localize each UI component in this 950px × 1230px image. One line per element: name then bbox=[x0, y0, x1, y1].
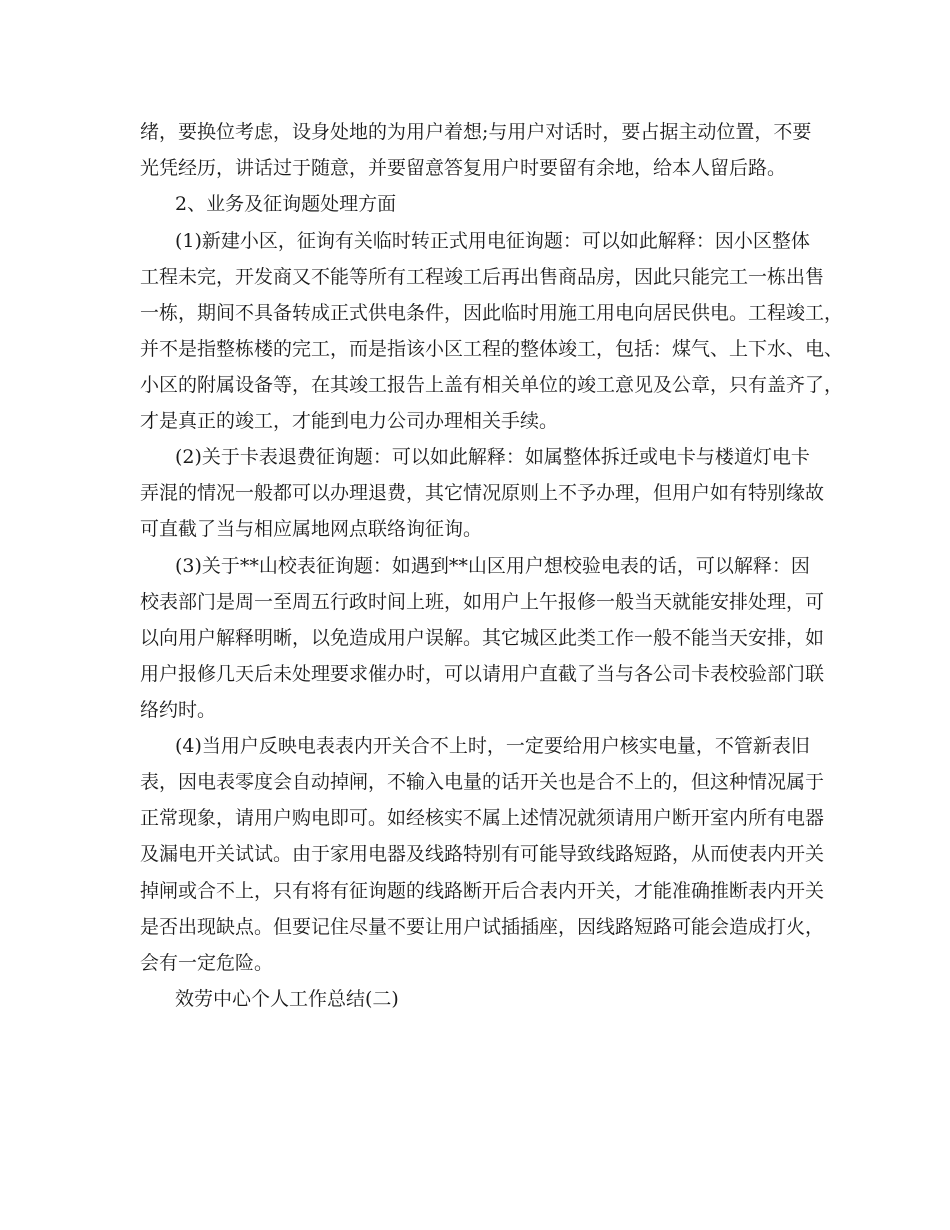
paragraph-line: 可直截了当与相应属地网点联络询征询。 bbox=[140, 518, 483, 540]
paragraph-line: 用户报修几天后未处理要求催办时，可以请用户直截了当与各公司卡表校验部门联 bbox=[140, 663, 825, 685]
paragraph-line: 正常现象，请用户购电即可。如经核实不属上述情况就须请用户断开室内所有电器 bbox=[140, 807, 825, 829]
paragraph-line: 弄混的情况一般都可以办理退费，其它情况原则上不予办理，但用户如有特别缘故 bbox=[140, 482, 825, 504]
paragraph-line: 才是真正的竣工，才能到电力公司办理相关手续。 bbox=[140, 410, 559, 432]
paragraph-line: 是否出现缺点。但要记住尽量不要让用户试插插座，因线路短路可能会造成打火， bbox=[140, 916, 825, 938]
paragraph-line: (4)当用户反映电表表内开关合不上时，一定要给用户核实电量，不管新表旧 bbox=[175, 735, 810, 757]
paragraph-line: 工程未完，开发商又不能等所有工程竣工后再出售商品房，因此只能完工一栋出售 bbox=[140, 266, 825, 288]
paragraph-line: 会有一定危险。 bbox=[140, 952, 274, 974]
paragraph-line: 校表部门是周一至周五行政时间上班，如用户上午报修一般当天就能安排处理，可 bbox=[140, 591, 825, 613]
paragraph-line: 绪，要换位考虑，设身处地的为用户着想;与用户对话时，要占据主动位置，不要 bbox=[140, 121, 812, 143]
paragraph-line: 光凭经历，讲话过于随意，并要留意答复用户时要留有余地，给本人留后路。 bbox=[140, 157, 787, 179]
paragraph-line: 以向用户解释明晰，以免造成用户误解。其它城区此类工作一般不能当天安排，如 bbox=[140, 627, 825, 649]
paragraph-line: 并不是指整栋楼的完工，而是指该小区工程的整体竣工，包括：煤气、上下水、电、 bbox=[140, 338, 844, 360]
paragraph-line: 掉闸或合不上，只有将有征询题的线路断开后合表内开关，才能准确推断表内开关 bbox=[140, 880, 825, 902]
paragraph-line: (1)新建小区，征询有关临时转正式用电征询题：可以如此解释：因小区整体 bbox=[175, 230, 810, 252]
paragraph-line: 一栋，期间不具备转成正式供电条件，因此临时用施工用电向居民供电。工程竣工， bbox=[140, 302, 844, 324]
paragraph-line: 小区的附属设备等，在其竣工报告上盖有相关单位的竣工意见及公章，只有盖齐了， bbox=[140, 374, 844, 396]
paragraph-line: 及漏电开关试试。由于家用电器及线路特别有可能导致线路短路，从而使表内开关 bbox=[140, 843, 825, 865]
paragraph-line: 表，因电表零度会自动掉闸，不输入电量的话开关也是合不上的，但这种情况属于 bbox=[140, 771, 825, 793]
paragraph-line: 络约时。 bbox=[140, 699, 217, 721]
paragraph-line: (2)关于卡表退费征询题：可以如此解释：如属整体拆迁或电卡与楼道灯电卡 bbox=[175, 446, 810, 468]
paragraph-line: (3)关于**山校表征询题：如遇到**山区用户想校验电表的话，可以解释：因 bbox=[175, 555, 810, 577]
section-title: 效劳中心个人工作总结(二) bbox=[175, 988, 399, 1010]
section-heading: 2、业务及征询题处理方面 bbox=[175, 193, 397, 215]
